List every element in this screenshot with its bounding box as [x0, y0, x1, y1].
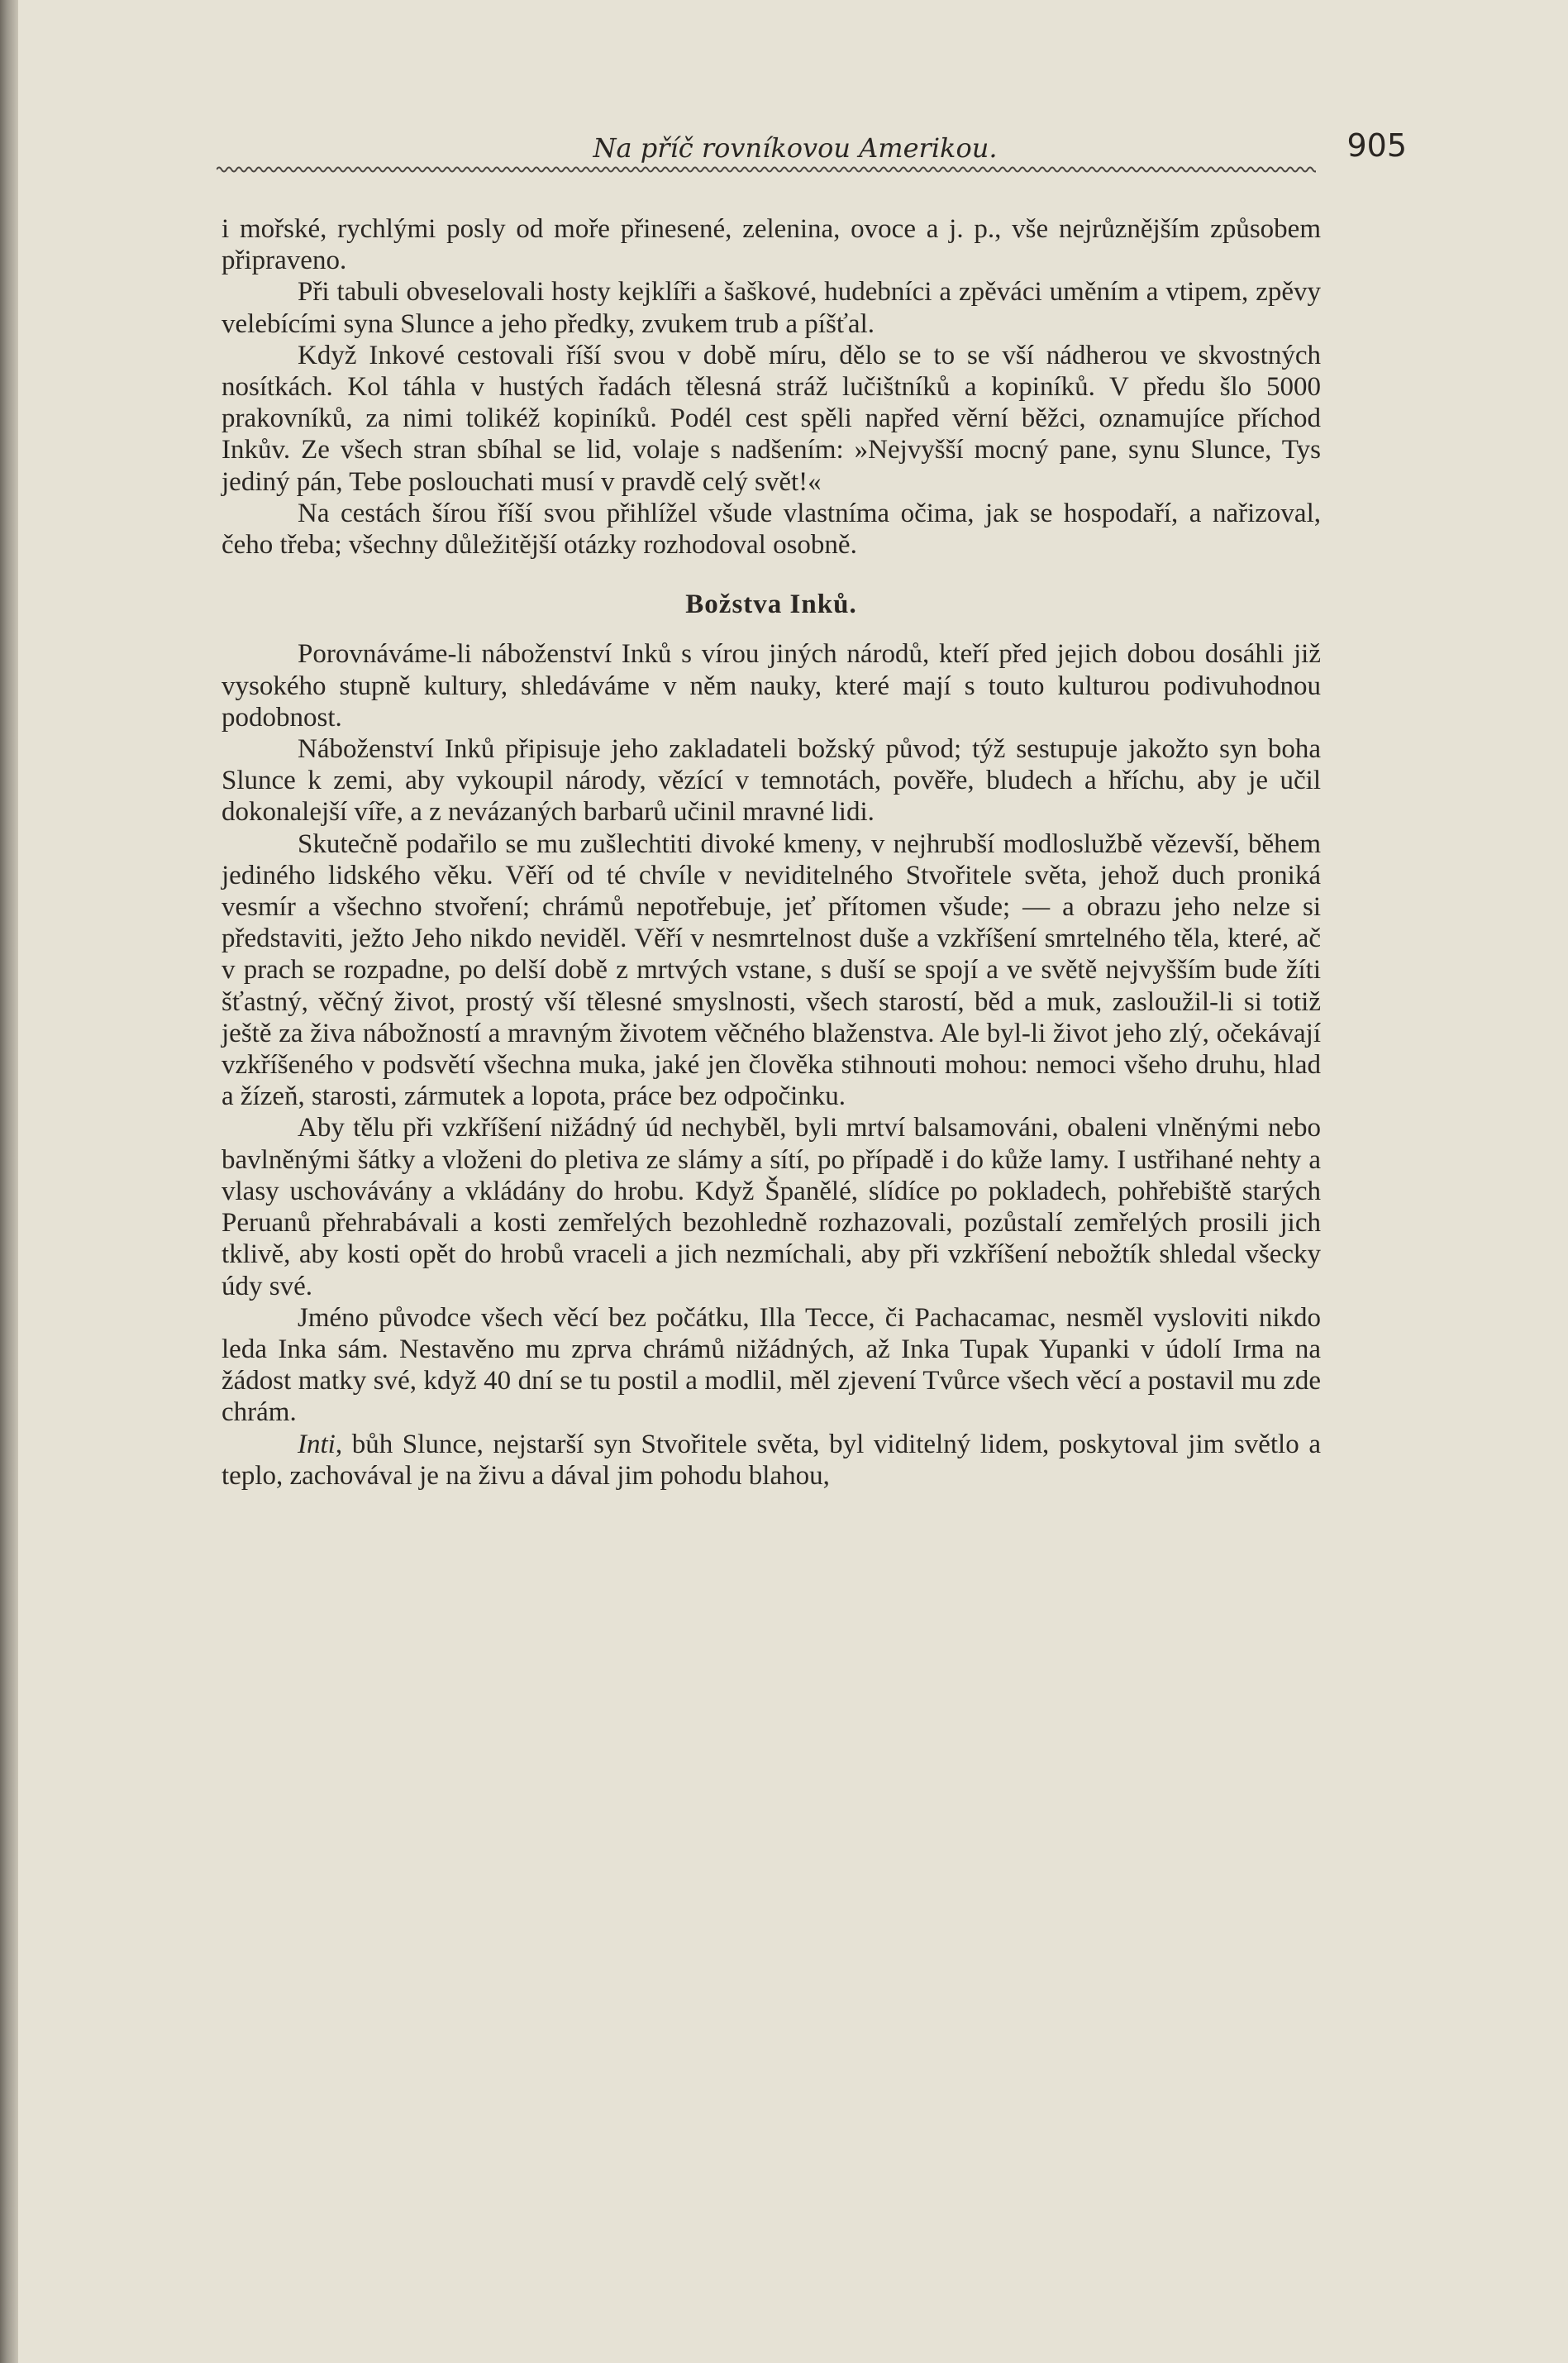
running-title: Na příč rovníkovou Amerikou. [593, 132, 998, 164]
paragraph-6: Náboženství Inků připisuje jeho zakladateli božský původ; týž sestupuje jakožto syn boha Slunce k zemi, aby vykoupil národy, vězící v temnotách, pověře, bludech a hříchu, aby je učil dokonalejší víře, a z nevázaných barbarů učinil mravné lidi. [222, 734, 1321, 828]
paragraph-5: Porovnáváme-li náboženství Inků s vírou jiných národů, kteří před jejich dobou dosáhli již vysokého stupně kultury, shledáváme v něm nauky, které mají s touto kulturou podivuhodnou podobnost. [222, 639, 1321, 733]
paragraph-10-text: , bůh Slunce, nejstarší syn Stvořitele světa, byl viditelný lidem, poskytoval jim světlo a teplo, zachovával je na živu a dával jim pohodu blahou, [222, 1429, 1321, 1491]
paragraph-4: Na cestách šírou říší svou přihlížel všude vlastníma očima, jak se hospodaří, a nařizoval, čeho třeba; všechny důležitější otázky rozhodoval osobně. [222, 498, 1321, 561]
paragraph-2: Při tabuli obveselovali hosty kejklíři a šaškové, hudebníci a zpěváci uměním a vtipem, zpěvy velebícími syna Slunce a jeho předky, zvukem trub a píšťal. [222, 277, 1321, 339]
emphasis-inti: Inti [298, 1429, 336, 1459]
body-text [222, 213, 1321, 1492]
paragraph-9: Jméno původce všech věcí bez počátku, Illa Tecce, či Pachacamac, nesměl vysloviti nikdo leda Inka sám. Nestavěno mu zprva chrámů nižádných, až Inka Tupak Yupanki v údolí Irma na žádost matky své, když 40 dní se tu postil a modlil, měl zjevení Tvůrce všech věcí a postavil mu zde chrám. [222, 1302, 1321, 1428]
paragraph-1: i mořské, rychlými posly od moře přinesené, zelenina, ovoce a j. p., vše nejrůznějším způsobem připraveno. [222, 214, 1321, 276]
page-number: 905 [1346, 127, 1407, 164]
paragraph-10 [222, 1429, 1321, 1492]
paragraph-7: Skutečně podařilo se mu zušlechtiti divoké kmeny, v nejhrubší modloslužbě vězevší, během jediného lidského věku. Věří od té chvíle v neviditelného Stvořitele světa, jehož duch proniká vesmír a všechno stvoření; chrámů nepotřebuje, jeť přítomen všude; — a obrazu jeho nelze si představiti, ježto Jeho nikdo neviděl. Věří v nesmrtelnost duše a vzkříšení smrtelného těla, které, ač v prach se rozpadne, po delší době z mrtvých vstane, s duší se spojí a ve světě nejvyšším bude žíti šťastný, věčný život, prostý vší tělesné smyslnosti, všech starostí, běd a muk, zasloužil-li si totiž ještě za živa nábožností a mravným životem věčného blaženstva. Ale byl-li život jeho zlý, očekávají vzkříšeného v podsvětí všechna muka, jaké jen člověka stihnouti mohou: nemoci všeho druhu, hlad a žízeň, starosti, zármutek a lopota, práce bez odpočinku. [222, 828, 1321, 1112]
book-binding-edge [0, 0, 18, 2363]
section-title: Božstva Inků. [685, 590, 857, 620]
header-wavy-rule [217, 164, 1316, 175]
paragraph-8: Aby tělu při vzkříšení nižádný úd nechyběl, byli mrtví balsamováni, obaleni vlněnými nebo bavlněnými šátky a vloženi do pletiva ze slámy a sítí, po případě i do kůže lamy. I ustřihané nehty a vlasy uschovávány a vkládány do hrobu. Když Španělé, slídíce po pokladech, pohřebiště starých Peruanů přehrabávali a kosti zemřelých bezohledně rozhazovali, pozůstalí zemřelých prosili jich tklivě, aby kosti opět do hrobů vraceli a jich nezmíchali, aby při vzkříšení nebožtík shledal všecky údy své. [222, 1113, 1321, 1301]
book-page [18, 0, 1568, 2363]
paragraph-3: Když Inkové cestovali říší svou v době míru, dělo se to se vší nádherou ve skvostných nosítkách. Kol táhla v hustých řadách tělesná stráž lučištníků a kopiníků. V předu šlo 5000 prakovníků, za nimi tolikéž kopiníků. Podél cest spěli napřed věrní běžci, oznamujíce příchod Inkův. Ze všech stran sbíhal se lid, volaje s nadšením: »Nejvyšší mocný pane, synu Slunce, Tys jediný pán, Tebe poslouchati musí v pravdě celý svět!« [222, 340, 1321, 497]
